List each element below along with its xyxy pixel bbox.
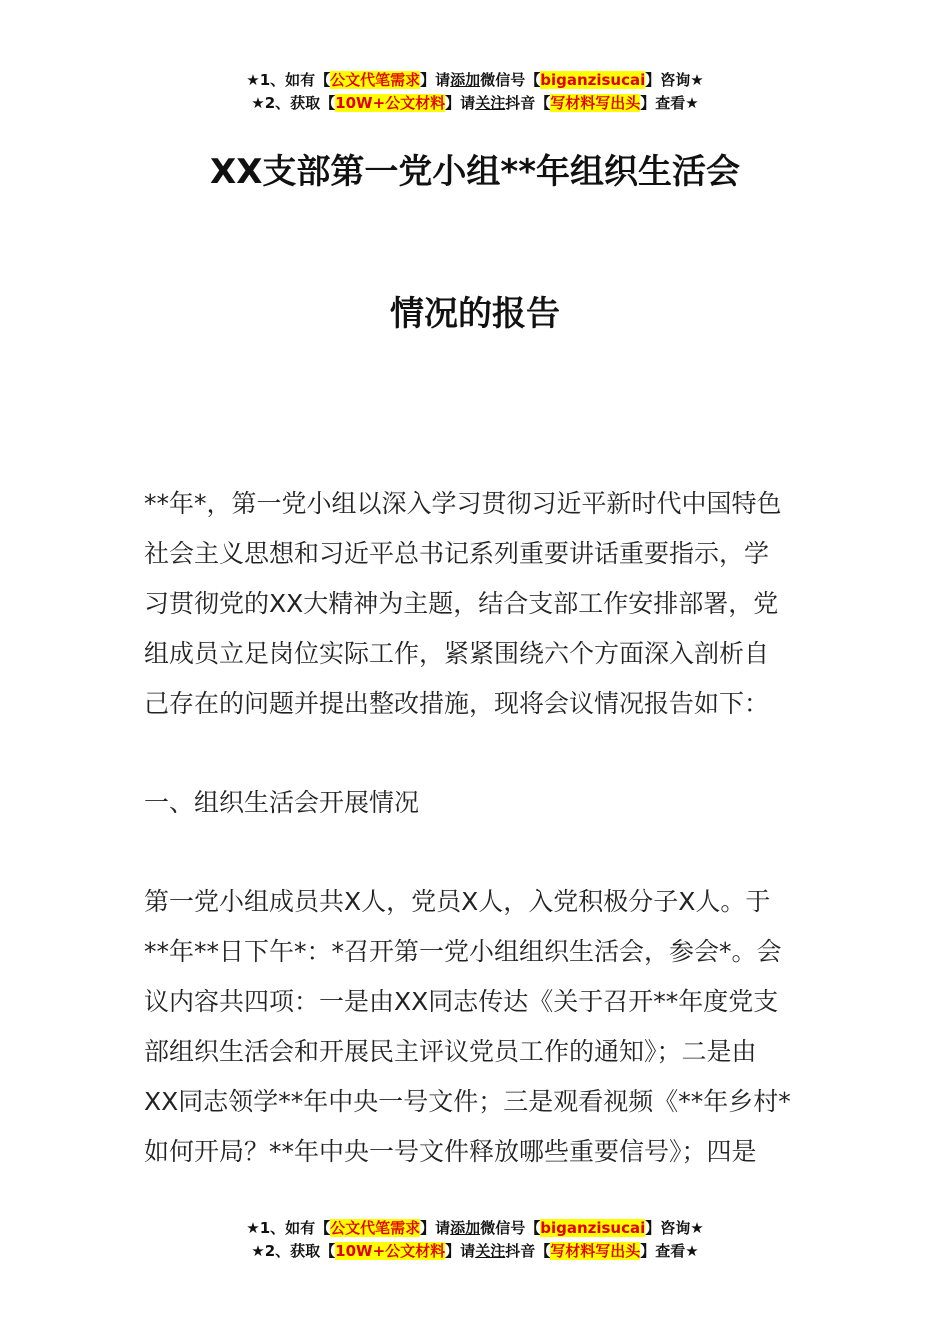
star-icon: ★ [246,71,260,89]
promo-line-2: ★2、获取【10W+公文材料】请关注抖音【写材料写出头】查看★ [251,94,699,112]
star-icon: ★ [690,1219,704,1237]
promo-line-1: ★1、如有【公文代笔需求】请添加微信号【biganzisucai】咨询★ [246,1219,704,1237]
highlight-ghostwriting: 公文代笔需求 [330,1219,421,1237]
star-icon: ★ [685,1242,699,1260]
star-icon: ★ [251,1242,265,1260]
text-line: 习贯彻党的XX大精神为主题，结合支部工作安排部署，党 [144,589,779,618]
promo-line-1: ★1、如有【公文代笔需求】请添加微信号【biganzisucai】咨询★ [246,71,704,89]
star-icon: ★ [246,1219,260,1237]
text-line: 社会主义思想和习近平总书记系列重要讲话重要指示，学 [144,539,770,568]
text-line: **年**日下午*：*召开第一党小组组织生活会，参会*。会 [144,937,782,966]
intro-paragraph [144,479,808,729]
text-line: 如何开局？**年中央一号文件释放哪些重要信号》；四是 [144,1137,757,1166]
text-line: 部组织生活会和开展民主评议党员工作的通知》；二是由 [144,1037,757,1066]
text-line: 议内容共四项：一是由XX同志传达《关于召开**年度党支 [144,987,779,1016]
section-1-paragraph [144,877,808,1177]
promo-footer-bottom [0,1217,950,1263]
text-line: XX同志领学**年中央一号文件；三是观看视频《**年乡村* [144,1087,791,1116]
text-line: 第一党小组成员共X人，党员X人，入党积极分子X人。于 [144,887,771,916]
document-title-line-2: 情况的报告 [390,294,560,334]
highlight-wechat-id: biganzisucai [540,71,646,89]
promo-line-2: ★2、获取【10W+公文材料】请关注抖音【写材料写出头】查看★ [251,1242,699,1260]
highlight-ghostwriting: 公文代笔需求 [330,71,421,89]
promo-header-top [0,69,950,115]
star-icon: ★ [685,94,699,112]
text-line: **年*，第一党小组以深入学习贯彻习近平新时代中国特色 [144,489,782,518]
text-line: 己存在的问题并提出整改措施，现将会议情况报告如下： [144,689,770,718]
highlight-materials: 10W+公文材料 [335,94,446,112]
star-icon: ★ [251,94,265,112]
text-line: 组成员立足岗位实际工作，紧紧围绕六个方面深入剖析自 [144,639,770,668]
section-heading-1: 一、组织生活会开展情况 [144,788,420,817]
highlight-materials: 10W+公文材料 [335,1242,446,1260]
star-icon: ★ [690,71,704,89]
highlight-douyin-account: 写材料写出头 [550,1242,641,1260]
highlight-douyin-account: 写材料写出头 [550,94,641,112]
document-title-line-1: XX支部第一党小组**年组织生活会 [210,152,740,192]
highlight-wechat-id: biganzisucai [540,1219,646,1237]
